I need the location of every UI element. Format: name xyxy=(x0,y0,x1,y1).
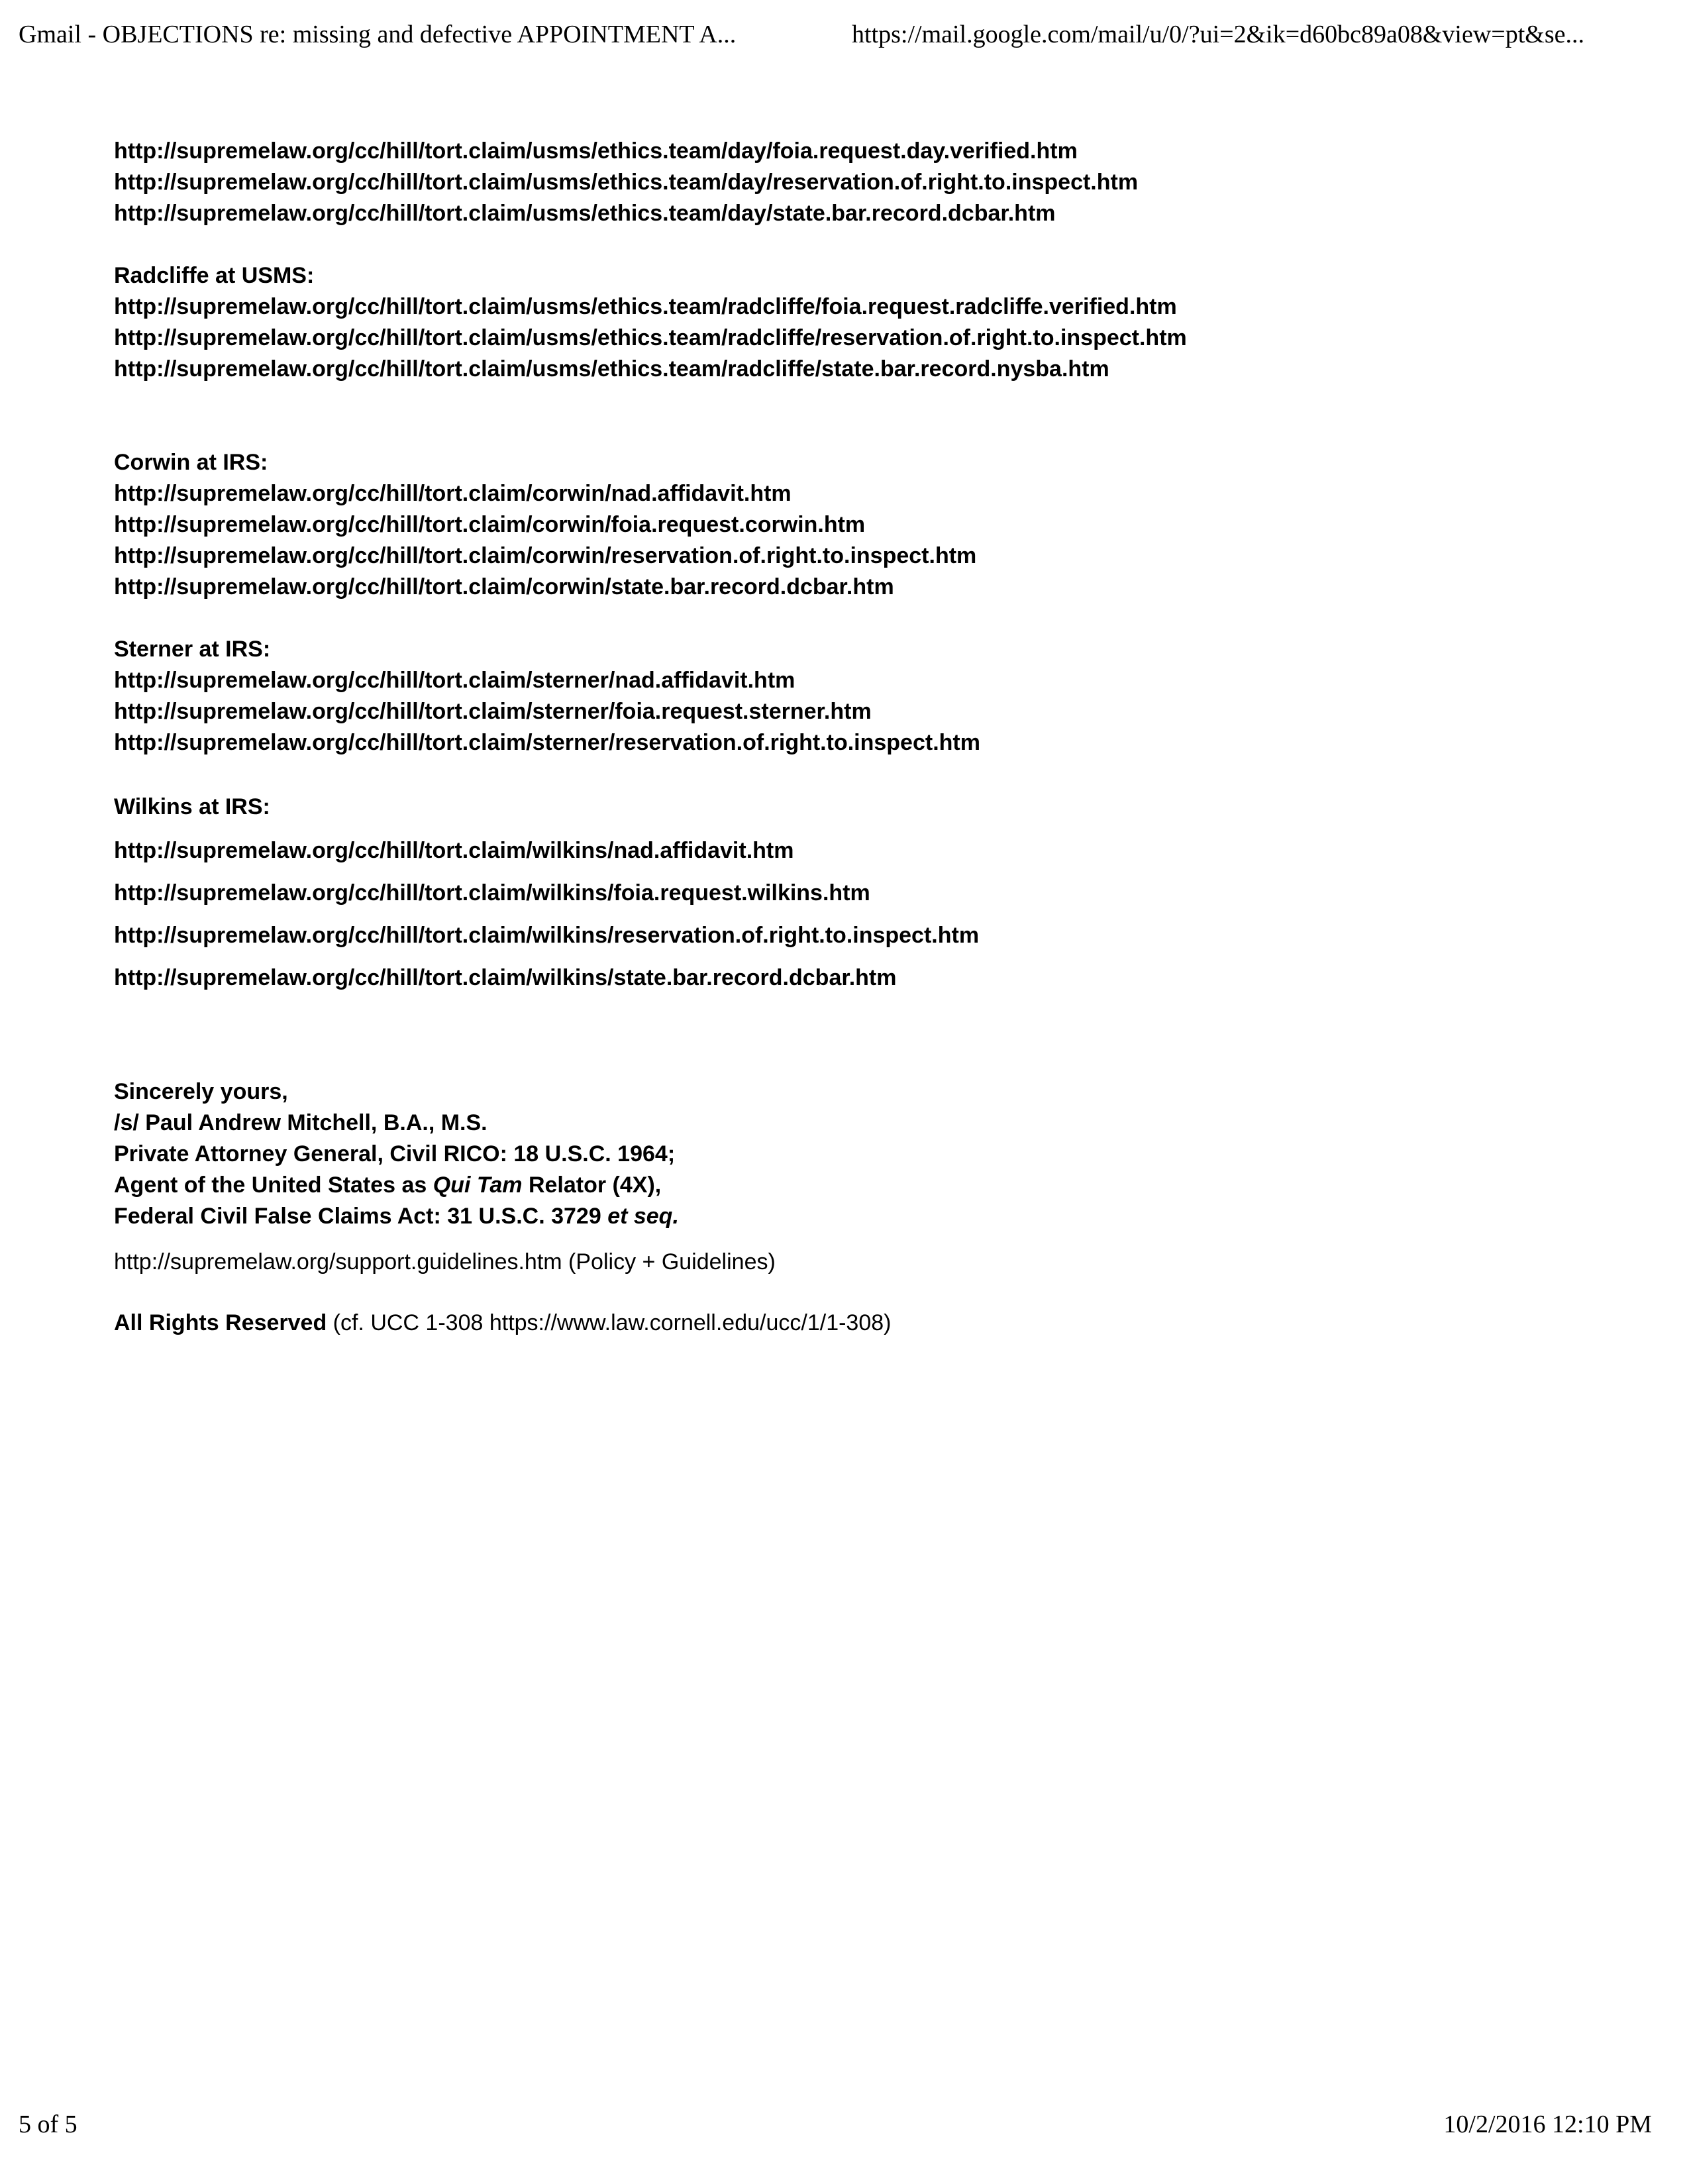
signature-title-qui-tam: Agent of the United States as Qui Tam Relator (4X), xyxy=(114,1172,662,1198)
section-wilkins xyxy=(114,790,1571,999)
signature-title-rico: Private Attorney General, Civil RICO: 18 U.S.C. 1964; xyxy=(114,1141,676,1167)
rights-line: All Rights Reserved (cf. UCC 1-308 https://www.law.cornell.edu/ucc/1/1-308) xyxy=(114,1310,892,1335)
rights-label: All Rights Reserved xyxy=(114,1310,327,1335)
link-corwin-nad[interactable]: http://supremelaw.org/cc/hill/tort.claim/corwin/nad.affidavit.htm xyxy=(114,481,792,506)
footer-notes xyxy=(114,1247,1571,1339)
section-heading: Corwin at IRS: xyxy=(114,450,268,475)
section-heading: Radcliffe at USMS: xyxy=(114,263,315,288)
signature-block xyxy=(114,1076,1571,1232)
print-header-url: https://mail.google.com/mail/u/0/?ui=2&ik=d60bc89a08&view=pt&se... xyxy=(852,21,1584,48)
email-body xyxy=(114,136,1571,1369)
link-day-foia[interactable]: http://supremelaw.org/cc/hill/tort.claim/usms/ethics.team/day/foia.request.day.verified.htm xyxy=(114,138,1078,164)
link-day-state-bar[interactable]: http://supremelaw.org/cc/hill/tort.claim/usms/ethics.team/day/state.bar.record.dcbar.htm xyxy=(114,201,1056,226)
section-radcliffe xyxy=(114,260,1571,385)
section-corwin xyxy=(114,447,1571,603)
print-header-title: Gmail - OBJECTIONS re: missing and defective APPOINTMENT A... xyxy=(19,21,737,48)
link-wilkins-foia[interactable]: http://supremelaw.org/cc/hill/tort.claim/wilkins/foia.request.wilkins.htm xyxy=(114,880,870,906)
link-radcliffe-foia[interactable]: http://supremelaw.org/cc/hill/tort.claim/usms/ethics.team/radcliffe/foia.request.radcliffe.verified.htm xyxy=(114,294,1177,319)
policy-link[interactable]: http://supremelaw.org/support.guidelines.htm xyxy=(114,1249,562,1274)
link-wilkins-reservation[interactable]: http://supremelaw.org/cc/hill/tort.claim/wilkins/reservation.of.right.to.inspect.htm xyxy=(114,923,980,948)
section-day xyxy=(114,136,1571,229)
link-wilkins-state-bar[interactable]: http://supremelaw.org/cc/hill/tort.claim/wilkins/state.bar.record.dcbar.htm xyxy=(114,965,897,990)
print-datetime: 10/2/2016 12:10 PM xyxy=(1443,2110,1652,2138)
section-heading: Wilkins at IRS: xyxy=(114,794,270,819)
link-day-reservation[interactable]: http://supremelaw.org/cc/hill/tort.claim/usms/ethics.team/day/reservation.of.right.to.inspect.htm xyxy=(114,170,1139,195)
page-number: 5 of 5 xyxy=(19,2110,77,2138)
section-heading: Sterner at IRS: xyxy=(114,637,271,662)
link-sterner-nad[interactable]: http://supremelaw.org/cc/hill/tort.claim/sterner/nad.affidavit.htm xyxy=(114,668,795,693)
link-sterner-foia[interactable]: http://supremelaw.org/cc/hill/tort.claim/sterner/foia.request.sterner.htm xyxy=(114,699,872,724)
link-wilkins-nad[interactable]: http://supremelaw.org/cc/hill/tort.claim/wilkins/nad.affidavit.htm xyxy=(114,838,794,863)
link-corwin-foia[interactable]: http://supremelaw.org/cc/hill/tort.claim/corwin/foia.request.corwin.htm xyxy=(114,512,866,537)
print-header xyxy=(19,15,1663,54)
signature-closing: Sincerely yours, xyxy=(114,1079,288,1104)
policy-line: http://supremelaw.org/support.guidelines.htm (Policy + Guidelines) xyxy=(114,1249,776,1274)
link-radcliffe-state-bar[interactable]: http://supremelaw.org/cc/hill/tort.claim/usms/ethics.team/radcliffe/state.bar.record.nysba.htm xyxy=(114,356,1109,382)
signature-name: /s/ Paul Andrew Mitchell, B.A., M.S. xyxy=(114,1110,487,1135)
link-radcliffe-reservation[interactable]: http://supremelaw.org/cc/hill/tort.claim/usms/ethics.team/radcliffe/reservation.of.right.to.inspect.htm xyxy=(114,325,1187,350)
link-sterner-reservation[interactable]: http://supremelaw.org/cc/hill/tort.claim/sterner/reservation.of.right.to.inspect.htm xyxy=(114,730,980,755)
signature-title-fca: Federal Civil False Claims Act: 31 U.S.C. 3729 et seq. xyxy=(114,1204,679,1229)
print-footer xyxy=(19,2105,1652,2144)
link-corwin-state-bar[interactable]: http://supremelaw.org/cc/hill/tort.claim/corwin/state.bar.record.dcbar.htm xyxy=(114,574,894,599)
link-corwin-reservation[interactable]: http://supremelaw.org/cc/hill/tort.claim/corwin/reservation.of.right.to.inspect.htm xyxy=(114,543,977,568)
section-sterner xyxy=(114,634,1571,758)
